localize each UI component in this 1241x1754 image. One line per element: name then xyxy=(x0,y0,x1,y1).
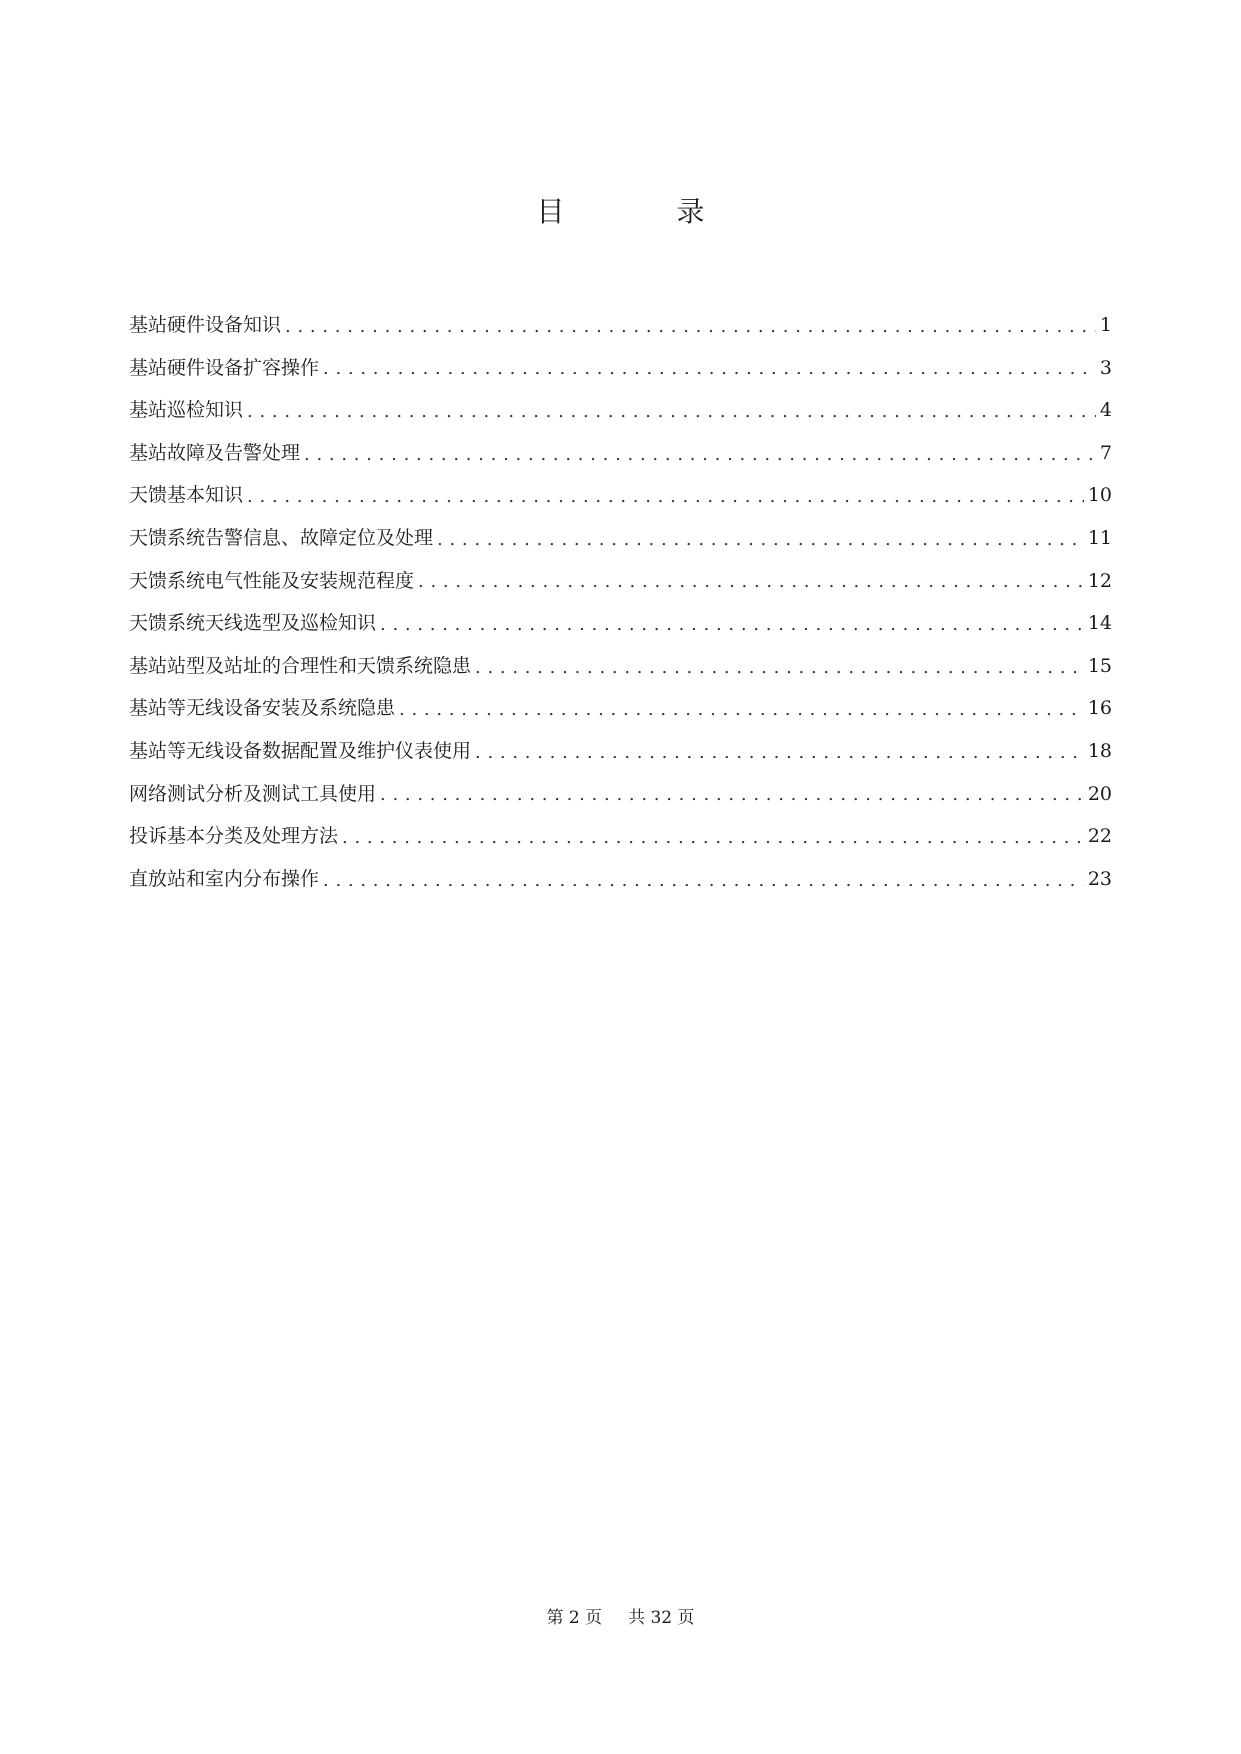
toc-entry-page: 15 xyxy=(1087,654,1112,677)
toc-entry-title: 基站巡检知识 xyxy=(129,399,244,422)
toc-entry[interactable] xyxy=(129,389,1112,432)
toc-leader-dots xyxy=(437,532,1084,551)
table-of-contents xyxy=(129,304,1112,900)
page-title: 目 录 xyxy=(536,195,747,228)
toc-entry-title: 投诉基本分类及处理方法 xyxy=(129,825,339,848)
toc-entry-title: 天馈系统电气性能及安装规范程度 xyxy=(129,569,415,592)
toc-entry-title: 天馈系统告警信息、故障定位及处理 xyxy=(129,526,434,549)
toc-entry-title: 网络测试分析及测试工具使用 xyxy=(129,782,377,805)
toc-leader-dots xyxy=(380,617,1084,636)
toc-entry-title: 基站等无线设备安装及系统隐患 xyxy=(129,697,396,720)
toc-entry[interactable] xyxy=(129,773,1112,816)
toc-entry-page: 1 xyxy=(1099,314,1112,336)
toc-entry[interactable] xyxy=(129,304,1112,347)
toc-entry-page: 4 xyxy=(1099,399,1112,422)
total-page-count: 共 32 页 xyxy=(628,1608,695,1628)
toc-leader-dots xyxy=(285,319,1096,338)
toc-entry[interactable] xyxy=(129,602,1112,645)
toc-entry-title: 基站故障及告警处理 xyxy=(129,441,301,464)
toc-entry-title: 基站硬件设备扩容操作 xyxy=(129,356,320,379)
toc-entry-title: 基站硬件设备知识 xyxy=(129,314,282,336)
toc-entry-page: 7 xyxy=(1099,441,1112,464)
toc-entry-page: 16 xyxy=(1087,697,1112,720)
toc-entry-page: 11 xyxy=(1087,526,1112,549)
toc-leader-dots xyxy=(418,574,1084,593)
toc-leader-dots xyxy=(304,447,1096,466)
toc-entry[interactable] xyxy=(129,858,1112,901)
toc-leader-dots xyxy=(323,361,1096,380)
toc-leader-dots xyxy=(475,745,1084,764)
toc-leader-dots xyxy=(342,830,1084,849)
toc-entry-title: 基站等无线设备数据配置及维护仪表使用 xyxy=(129,739,472,762)
toc-entry-title: 天馈系统天线选型及巡检知识 xyxy=(129,612,377,635)
page-footer xyxy=(0,1606,1241,1630)
toc-entry-title: 天馈基本知识 xyxy=(129,484,244,507)
toc-leader-dots xyxy=(323,873,1084,892)
toc-entry[interactable] xyxy=(129,730,1112,773)
toc-entry[interactable] xyxy=(129,687,1112,730)
toc-entry-page: 12 xyxy=(1087,569,1112,592)
toc-entry-page: 10 xyxy=(1087,484,1112,507)
toc-entry[interactable] xyxy=(129,517,1112,560)
toc-entry[interactable] xyxy=(129,474,1112,517)
toc-leader-dots xyxy=(475,660,1084,679)
toc-entry[interactable] xyxy=(129,815,1112,858)
toc-leader-dots xyxy=(399,702,1084,721)
toc-entry-page: 23 xyxy=(1087,867,1112,890)
toc-entry[interactable] xyxy=(129,645,1112,688)
toc-entry-page: 20 xyxy=(1087,782,1112,805)
toc-entry-page: 22 xyxy=(1087,825,1112,848)
current-page-number: 第 2 页 xyxy=(546,1608,603,1628)
toc-leader-dots xyxy=(247,489,1084,508)
toc-leader-dots xyxy=(247,404,1096,423)
toc-entry-page: 18 xyxy=(1087,739,1112,762)
toc-entry-title: 基站站型及站址的合理性和天馈系统隐患 xyxy=(129,654,472,677)
toc-entry[interactable] xyxy=(129,560,1112,603)
toc-leader-dots xyxy=(380,787,1084,806)
toc-entry-page: 3 xyxy=(1099,356,1112,379)
toc-entry[interactable] xyxy=(129,347,1112,390)
toc-entry[interactable] xyxy=(129,432,1112,475)
toc-entry-title: 直放站和室内分布操作 xyxy=(129,867,320,890)
toc-entry-page: 14 xyxy=(1087,612,1112,635)
